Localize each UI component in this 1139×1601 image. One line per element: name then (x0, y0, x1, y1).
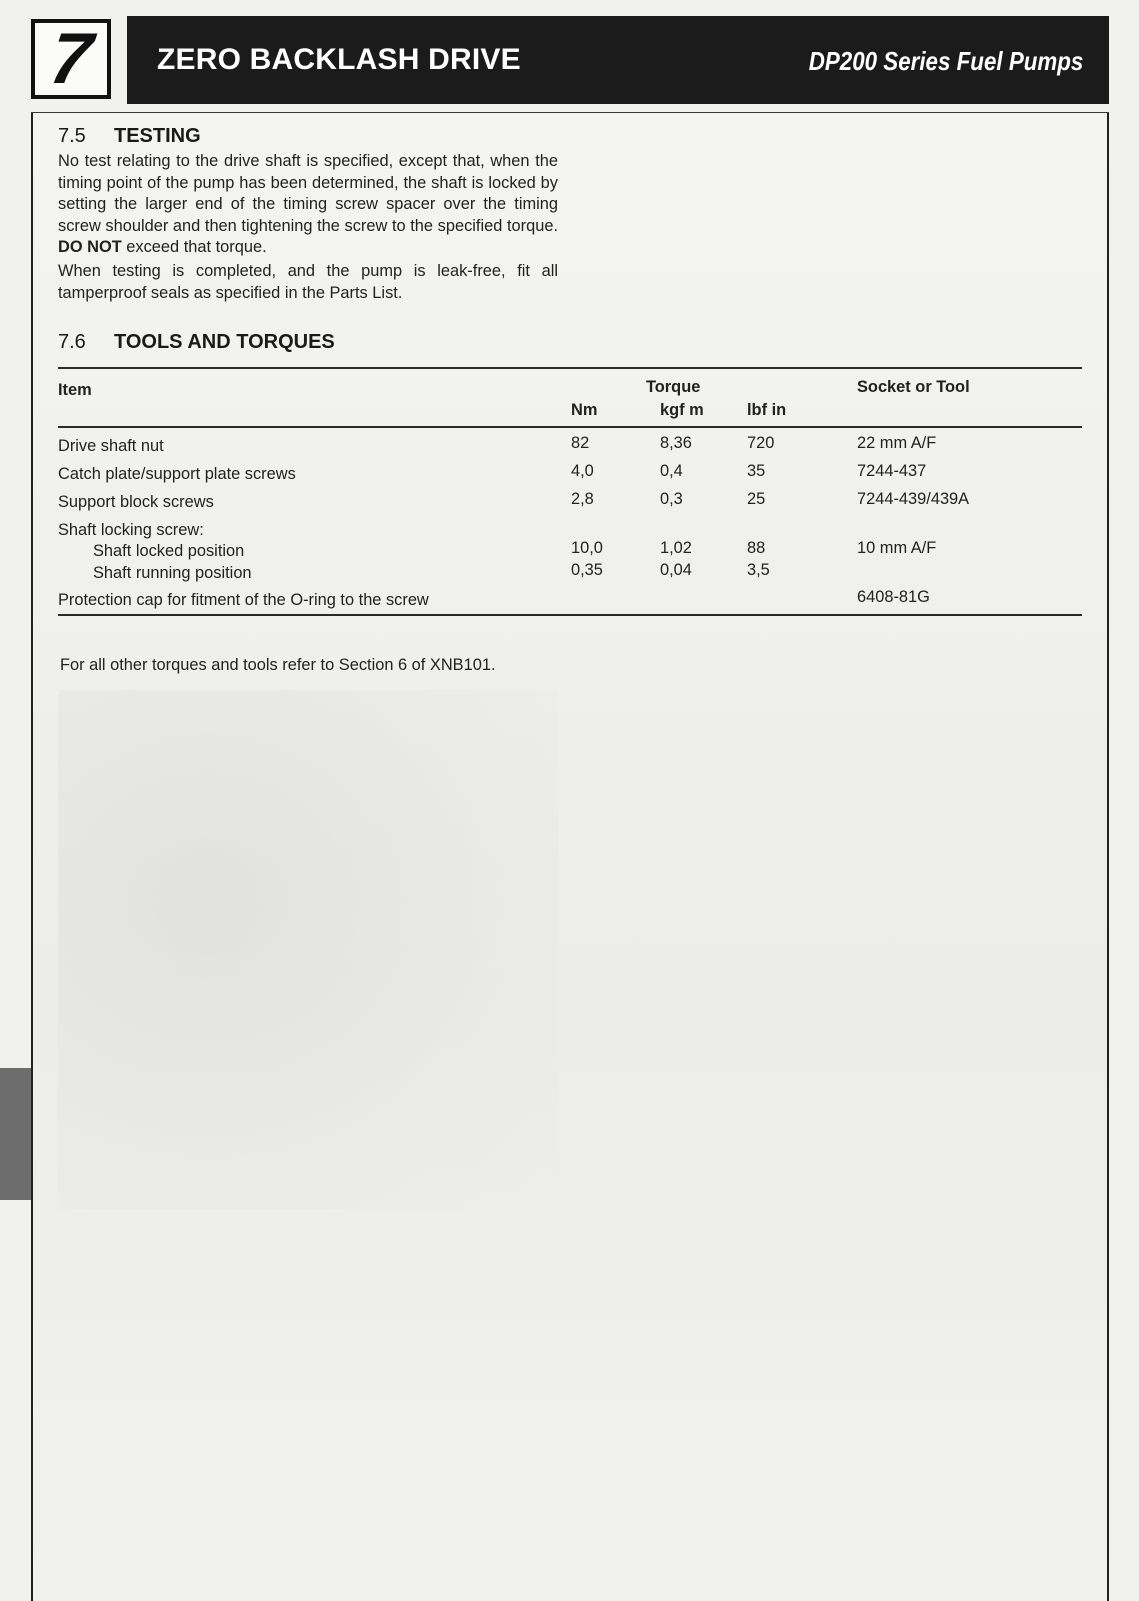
section-heading-tools (58, 331, 335, 354)
background-shading (58, 690, 558, 1210)
table-cell-nm: 2,8 (571, 490, 594, 508)
paragraph-text: No test relating to the drive shaft is specified, except that, when the timing point of the pump has been determined, the shaft is locked by setting the larger end of the timing screw spacer over the timing screw shoulder and then tightening the screw to the specified torque. (58, 152, 558, 235)
table-cell-tool: 7244-437 (857, 462, 927, 480)
table-cell-item: Protection cap for fitment of the O-ring to the screw (58, 591, 429, 609)
page-title: ZERO BACKLASH DRIVE (157, 43, 521, 76)
table-cell-lbfin: 3,5 (747, 561, 770, 579)
header-socket-or-tool: Socket or Tool (857, 378, 970, 396)
header-torque: Torque (646, 378, 701, 396)
title-bar (127, 16, 1109, 104)
table-cell-kgfm: 8,36 (660, 434, 692, 452)
testing-paragraph-2: When testing is completed, and the pump is leak-free, fit all tamperproof seals as specified in the Parts List. (58, 262, 558, 302)
table-cell-nm: 0,35 (571, 561, 603, 579)
page-edge-tab (0, 1068, 34, 1200)
chapter-number: 7 (45, 19, 97, 99)
table-cell-lbfin: 25 (747, 490, 766, 508)
table-cell-item: Drive shaft nut (58, 437, 164, 455)
table-cell-item: Shaft locked position (93, 542, 245, 560)
table-cell-kgfm: 0,4 (660, 462, 683, 480)
table-cell-item: Support block screws (58, 493, 214, 511)
header-item: Item (58, 381, 92, 399)
header-kgfm: kgf m (660, 401, 704, 419)
table-cell-item-group: Shaft locking screw: (58, 521, 204, 539)
header-nm: Nm (571, 401, 598, 419)
section-title: TESTING (114, 125, 201, 147)
page-subtitle: DP200 Series Fuel Pumps (808, 46, 1083, 76)
footer-note: For all other torques and tools refer to Section 6 of XNB101. (60, 656, 496, 674)
table-cell-nm: 10,0 (571, 539, 603, 557)
table-cell-kgfm: 1,02 (660, 539, 692, 557)
section-number: 7.5 (58, 125, 86, 147)
table-bottom-rule (58, 614, 1082, 616)
testing-paragraph-1 (58, 151, 558, 259)
table-cell-item: Shaft running position (93, 564, 252, 582)
table-cell-tool: 10 mm A/F (857, 539, 937, 557)
chapter-number-box (31, 19, 111, 99)
section-title: TOOLS AND TORQUES (114, 331, 335, 353)
header-lbfin: lbf in (747, 401, 787, 419)
section-number: 7.6 (58, 331, 86, 353)
table-cell-nm: 4,0 (571, 462, 594, 480)
table-top-rule (58, 367, 1082, 369)
table-cell-kgfm: 0,04 (660, 561, 692, 579)
table-header-rule (58, 426, 1082, 428)
table-cell-kgfm: 0,3 (660, 490, 683, 508)
table-cell-tool: 6408-81G (857, 588, 930, 606)
table-cell-item: Catch plate/support plate screws (58, 465, 296, 483)
table-cell-tool: 7244-439/439A (857, 490, 970, 508)
paragraph-text: exceed that torque. (121, 238, 267, 256)
table-cell-tool: 22 mm A/F (857, 434, 937, 452)
table-cell-lbfin: 720 (747, 434, 775, 452)
emphasis-text: DO NOT (58, 238, 122, 256)
section-heading-testing (58, 125, 201, 148)
table-cell-lbfin: 35 (747, 462, 766, 480)
table-cell-lbfin: 88 (747, 539, 766, 557)
table-cell-nm: 82 (571, 434, 590, 452)
